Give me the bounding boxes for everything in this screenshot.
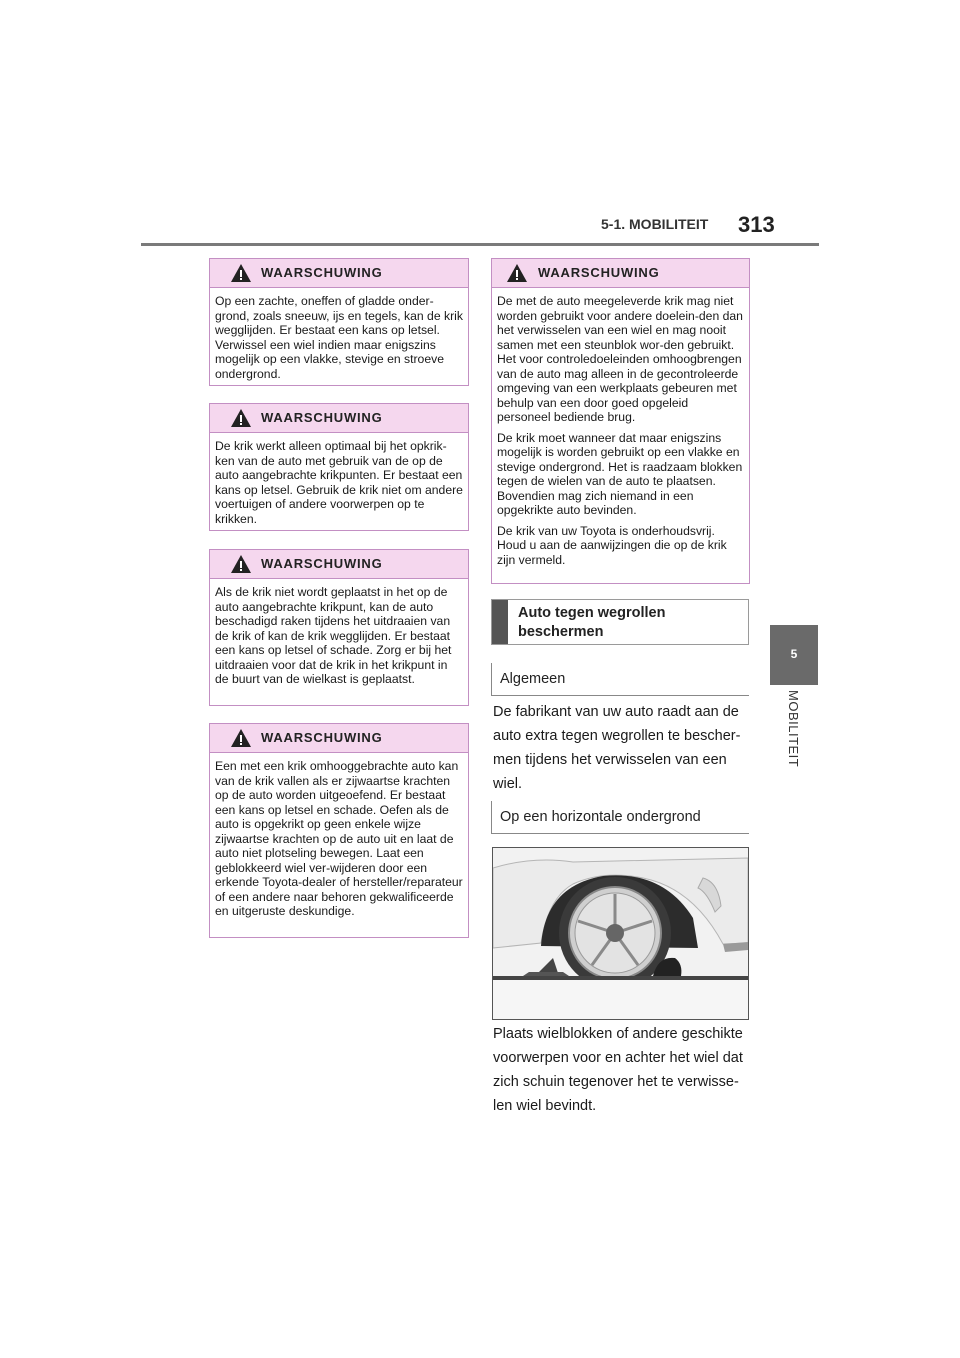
wheel-chock-icon	[493, 848, 748, 1019]
warning-triangle-icon	[230, 728, 252, 748]
section-heading-text: Auto tegen wegrollen beschermen	[518, 605, 666, 640]
warning-box-2	[209, 403, 469, 531]
warning-box-5	[491, 258, 750, 584]
warning-triangle-icon	[230, 263, 252, 283]
warning-text: Een met een krik omhooggebrachte auto kan van de krik vallen als er zijwaartse krachten op de auto worden uitgeoefend. Er bestaat een kans op letsel en schade. Oefen als de auto is opgekrikt op geen enkele wijze zijwaartse krachten op de auto uit en laat de auto niet plotseling bewegen. Laat een geblokkeerd wiel ver-wijderen door een erkende Toyota-dealer of hersteller/reparateur of een andere naar behoren gekwalificeerde en uitgeruste deskundige.	[215, 759, 463, 918]
section-label: 5-1. MOBILITEIT	[601, 216, 709, 232]
warning-header	[210, 259, 468, 288]
paragraph-general: De fabrikant van uw auto raadt aan de auto extra tegen wegrollen te bescher-men tijdens het verwisselen van een wiel.	[493, 704, 741, 792]
chapter-tab-number: 5	[790, 647, 798, 661]
warning-box-1	[209, 258, 469, 386]
chapter-tab	[770, 625, 818, 685]
warning-header	[210, 724, 468, 753]
warning-text: De krik moet wanneer dat maar enigszins mogelijk is worden gebruikt op een vlakke en stevige ondergrond. Het is raadzaam blokken tegen de wielen van de auto te plaatsen. Bovendien mag zich niemand in een opgekrikte auto bevinden.	[497, 430, 743, 517]
warning-text: De krik van uw Toyota is onderhoudsvrij. Houd u aan de aanwijzingen die op de krik zijn vermeld.	[497, 523, 727, 567]
warning-header	[492, 259, 749, 288]
warning-text: Op een zachte, oneffen of gladde onder-grond, zoals sneeuw, ijs en tegels, kan de krik wegglijden. Er bestaat een kans op letsel. Verwissel een wiel indien maar enigszins mogelijk op een vlakke, stevige en stroeve ondergrond.	[215, 294, 463, 381]
warning-header	[210, 404, 468, 433]
warning-text: Als de krik niet wordt geplaatst in het op de auto aangebrachte krikpunt, kan de auto beschadigd raken tijdens het uitdraaien van de krik of kan de krik wegglijden. Er bestaat een kans op letsel of schade. Zorg er bij het uitdraaien voor dat de krik in het krikpunt in de buurt van de wielkast is geplaatst.	[215, 585, 452, 686]
warning-title: WAARSCHUWING	[261, 265, 383, 280]
warning-triangle-icon	[230, 554, 252, 574]
section-heading	[491, 599, 749, 645]
wheel-chock-illustration	[492, 847, 749, 1020]
subheading-horizontal: Op een horizontale ondergrond	[491, 801, 749, 834]
warning-box-4	[209, 723, 469, 938]
page-number: 313	[738, 212, 775, 237]
warning-title: WAARSCHUWING	[261, 410, 383, 425]
warning-box-3	[209, 549, 469, 706]
warning-title: WAARSCHUWING	[538, 265, 660, 280]
header-rule	[141, 243, 819, 246]
chapter-tab-label: MOBILITEIT	[786, 690, 801, 768]
warning-title: WAARSCHUWING	[261, 556, 383, 571]
warning-triangle-icon	[230, 408, 252, 428]
warning-header	[210, 550, 468, 579]
warning-text: De met de auto meegeleverde krik mag niet worden gebruikt voor andere doelein-den dan het verwisselen van een wiel en mag nooit samen met een steunblok wor-den gebruikt. Het voor controledoeleinden omhoogbrengen van de auto mag alleen in de gecontroleerde omgeving van een werkplaats gebeuren met behulp van een door goed opgeleid personeel bediende brug.	[497, 294, 743, 424]
section-heading-bar	[492, 600, 508, 644]
warning-title: WAARSCHUWING	[261, 730, 383, 745]
subheading-general: Algemeen	[491, 663, 749, 696]
warning-triangle-icon	[506, 263, 528, 283]
warning-text: De krik werkt alleen optimaal bij het opkrik-ken van de auto met gebruik van de op de auto aangebrachte krikpunten. Er bestaat een kans op letsel. Gebruik de krik niet om andere voertuigen of andere voorwerpen op te krikken.	[215, 439, 463, 526]
paragraph-horizontal: Plaats wielblokken of andere geschikte voorwerpen voor en achter het wiel dat zich schuin tegenover het te verwisse-len wiel bevindt.	[493, 1026, 743, 1114]
